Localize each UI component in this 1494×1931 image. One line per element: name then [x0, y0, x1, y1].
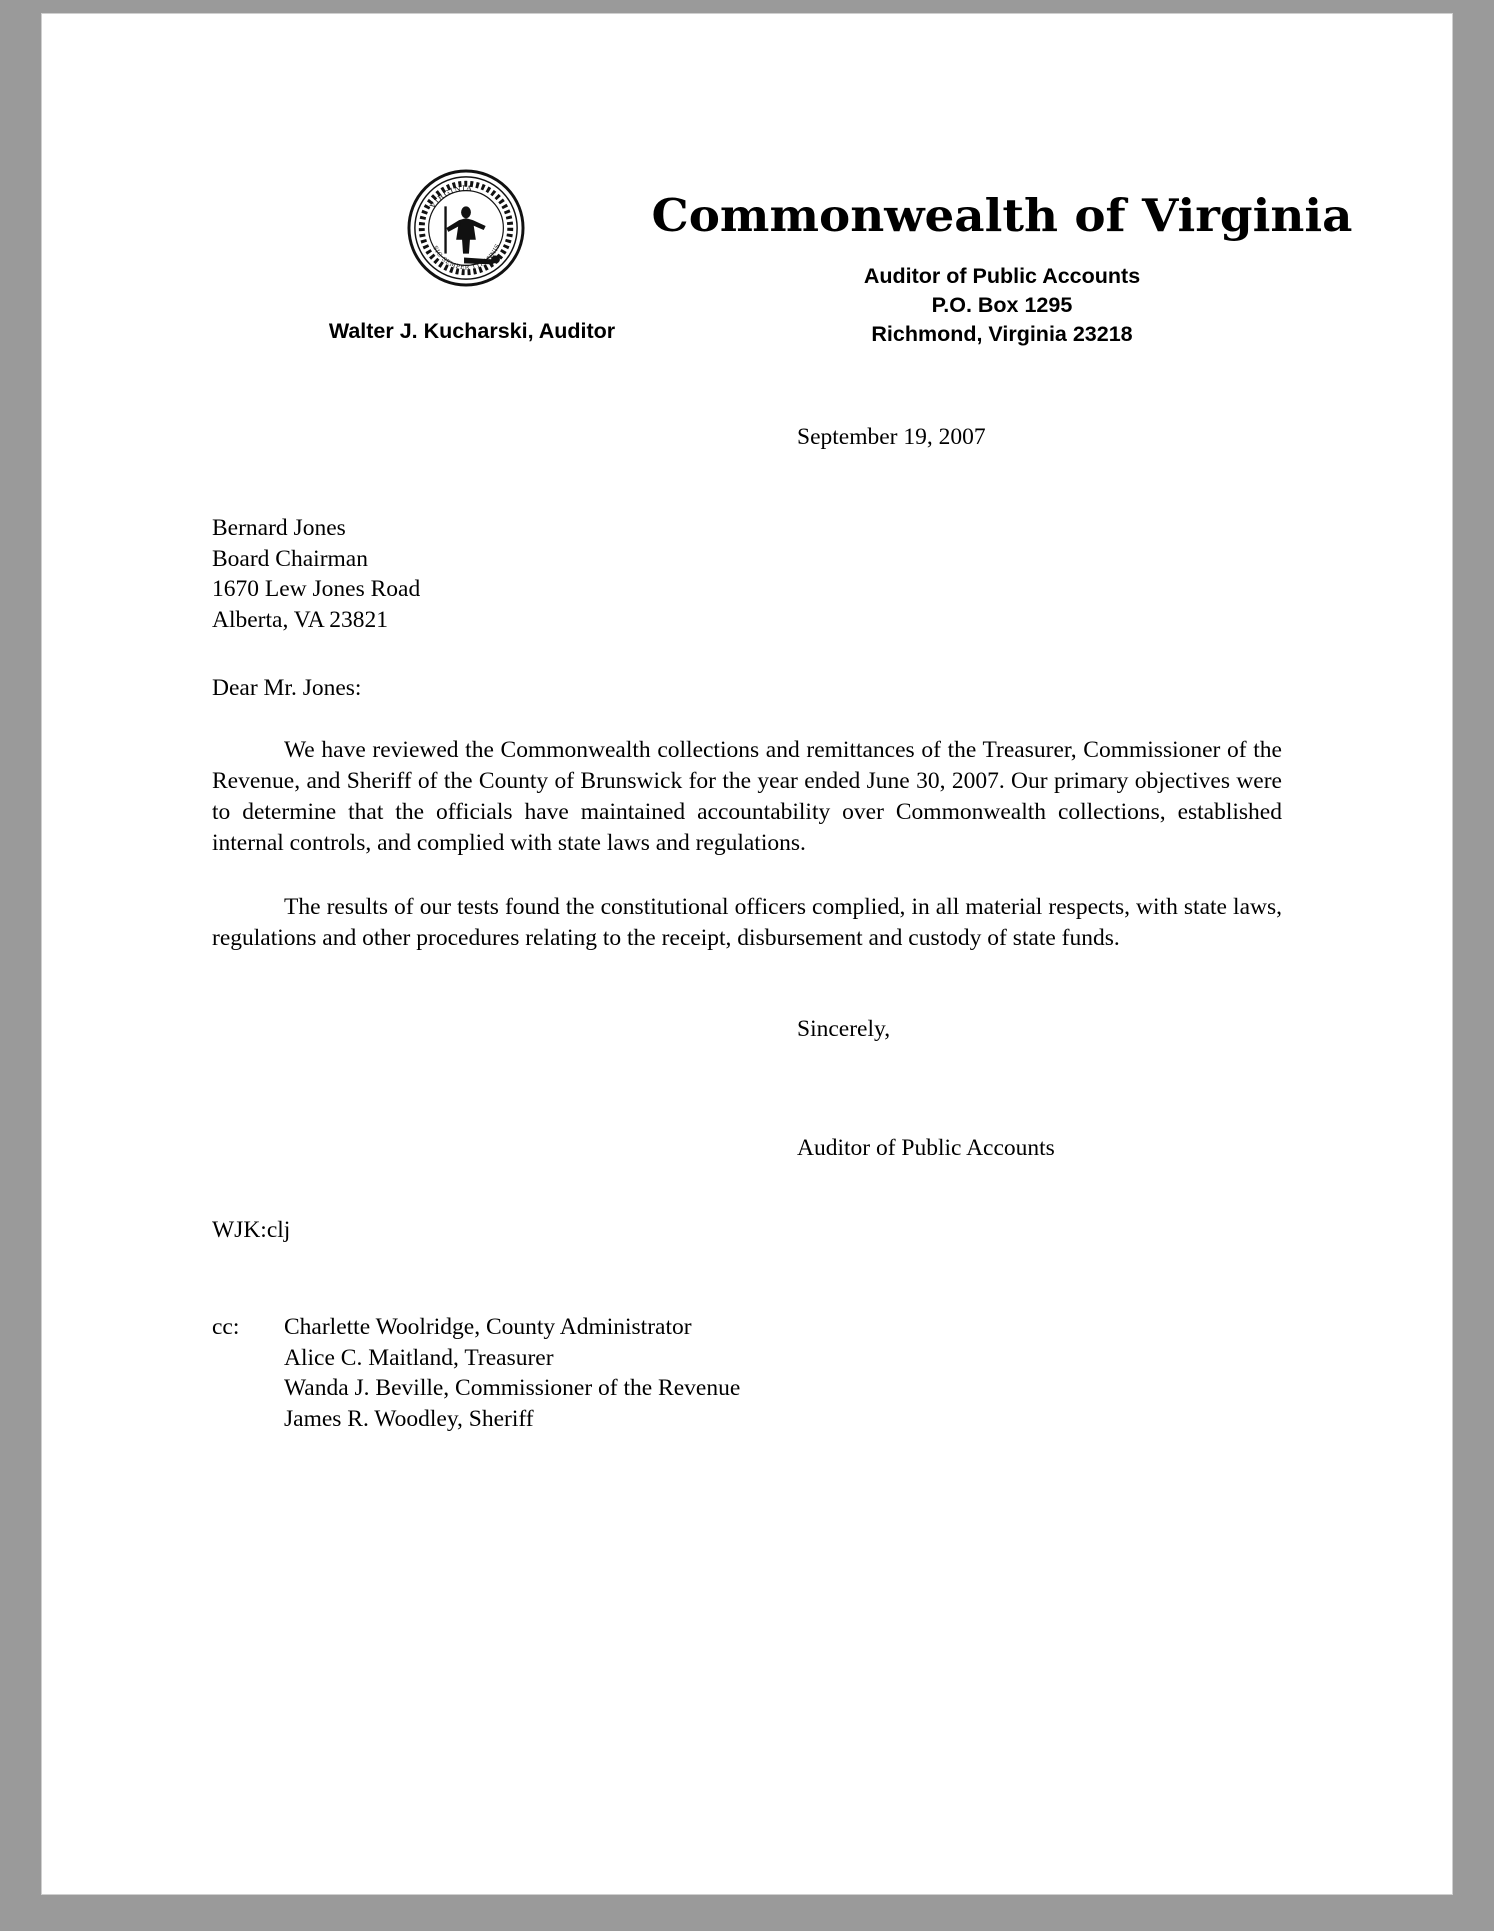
agency-office: Auditor of Public Accounts [863, 264, 1141, 288]
letter-body [42, 14, 1452, 1434]
svg-text:SIC SEMPER TYRANNIS: SIC SEMPER TYRANNIS [431, 242, 502, 272]
cc-recipient: Wanda J. Beville, Commissioner of the Revenue [284, 1375, 741, 1401]
cc-recipient: James R. Woodley, Sheriff [284, 1405, 534, 1432]
recipient-city-state-zip: Alberta, VA 23821 [212, 606, 389, 633]
body-paragraph-2: The results of our tests found the constitutional officers complied, in all material respects, with state laws, regulations and other procedures relating to the receipt, disbursement and custody of state funds. [212, 894, 1282, 951]
cc-recipient: Charlette Woolridge, County Administrator [284, 1314, 692, 1340]
commonwealth-title: Commonwealth of Virginia [651, 189, 1353, 242]
agency-city-state-zip: Richmond, Virginia 23218 [871, 322, 1133, 346]
letterhead [212, 14, 1353, 346]
auditor-name: Walter J. Kucharski, Auditor [328, 319, 616, 343]
recipient-street: 1670 Lew Jones Road [212, 576, 421, 602]
signature-title: Auditor of Public Accounts [797, 1135, 1055, 1161]
closing: Sincerely, [797, 1016, 891, 1042]
agency-po-box: P.O. Box 1295 [931, 293, 1073, 317]
letter-date: September 19, 2007 [797, 424, 986, 450]
document-page [42, 14, 1452, 1894]
body-paragraph-1: We have reviewed the Commonwealth collections and remittances of the Treasurer, Commissioner of the Revenue, and Sheriff of the County of Brunswick for the year ended June 30, 2007. Our primary objectives were to determine that the officials have maintained accountability over Commonwealth collections, established internal controls, and complied with state laws and regulations. [212, 737, 1282, 856]
cc-recipient-list [284, 1312, 740, 1434]
cc-block [212, 1312, 1282, 1434]
svg-text:VIRGINIA: VIRGINIA [428, 183, 474, 211]
salutation: Dear Mr. Jones: [212, 675, 362, 701]
cc-label: cc: [212, 1314, 240, 1340]
recipient-address [212, 513, 1282, 635]
agency-address [642, 262, 1362, 349]
recipient-name: Bernard Jones [212, 515, 346, 541]
cc-recipient: Alice C. Maitland, Treasurer [284, 1344, 554, 1371]
virginia-state-seal-icon [407, 169, 525, 287]
recipient-title: Board Chairman [212, 545, 368, 572]
typist-initials: WJK:clj [212, 1217, 291, 1243]
